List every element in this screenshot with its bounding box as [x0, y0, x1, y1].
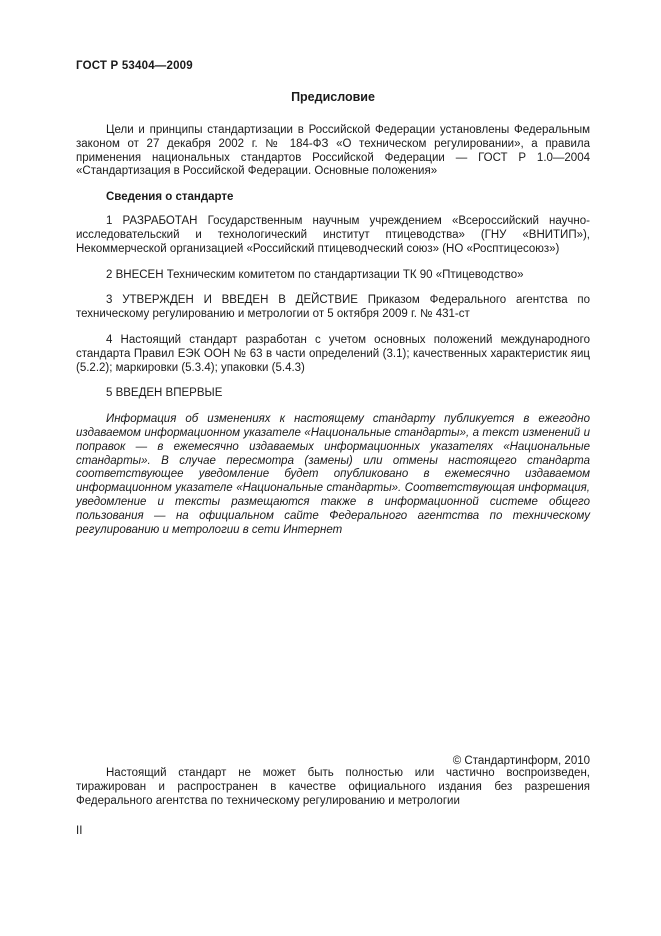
standard-info-item-2: 2 ВНЕСЕН Техническим комитетом по стандартизации ТК 90 «Птицеводство»: [106, 268, 524, 281]
changes-information-note: Информация об изменениях к настоящему стандарту публикуется в ежегодно издаваемом информационном указателе «Национальные стандарты», а текст изменений и поправок — в ежемесячно издаваемых информационных указателях «Национальные стандарты». В случае пересмотра (замены) или отмены настоящего стандарта соответствующее уведомление будет опубликовано в ежемесячно издаваемом информационном указателе «Национальные стандарты». Соответствующая информация, уведомление и тексты размещаются также в информационной системе общего пользования — на официальном сайте Федерального агентства по техническому регулированию и метрологии в сети Интернет: [76, 413, 590, 536]
copyright-line: © Стандартинформ, 2010: [452, 755, 590, 768]
page-title: Предисловие: [291, 90, 375, 104]
standard-info-item-1: 1 РАЗРАБОТАН Государственным научным учреждением «Всероссийский научно-исследовательский и технологический институт птицеводства» (ГНУ «ВНИТИП»), Некоммерческой организацией «Российский птицеводческий союз» (НО «Росптицесоюз»): [76, 215, 590, 255]
section-heading-standard-info: Сведения о стандарте: [106, 191, 234, 204]
document-code-header: ГОСТ Р 53404—2009: [76, 60, 193, 72]
standard-info-item-5: 5 ВВЕДЕН ВПЕРВЫЕ: [106, 387, 223, 400]
standard-info-item-4: 4 Настоящий стандарт разработан с учетом основных положений международного стандарта Правил ЕЭК ООН № 63 в части определений (3.1); качественных характеристик яиц (5.2.2); маркировки (5.3.4); упаковки (5.4.3): [76, 333, 590, 374]
reproduction-restriction-note: Настоящий стандарт не может быть полностью или частично воспроизведен, тиражирован и распространен в качестве официального издания без разрешения Федерального агентства по техническому регулированию и метрологии: [76, 767, 590, 807]
standard-info-item-3: 3 УТВЕРЖДЕН И ВВЕДЕН В ДЕЙСТВИЕ Приказом Федерального агентства по техническому регулированию и метрологии от 5 октября 2009 г. № 431-ст: [76, 294, 590, 321]
intro-paragraph: Цели и принципы стандартизации в Российской Федерации установлены Федеральным законом от 27 декабря 2002 г. № 184-ФЗ «О техническом регулировании», а правила применения национальных стандартов Российской Федерации — ГОСТ Р 1.0—2004 «Стандартизация в Российской Федерации. Основные положения»: [76, 124, 590, 178]
page-number: II: [76, 824, 83, 837]
